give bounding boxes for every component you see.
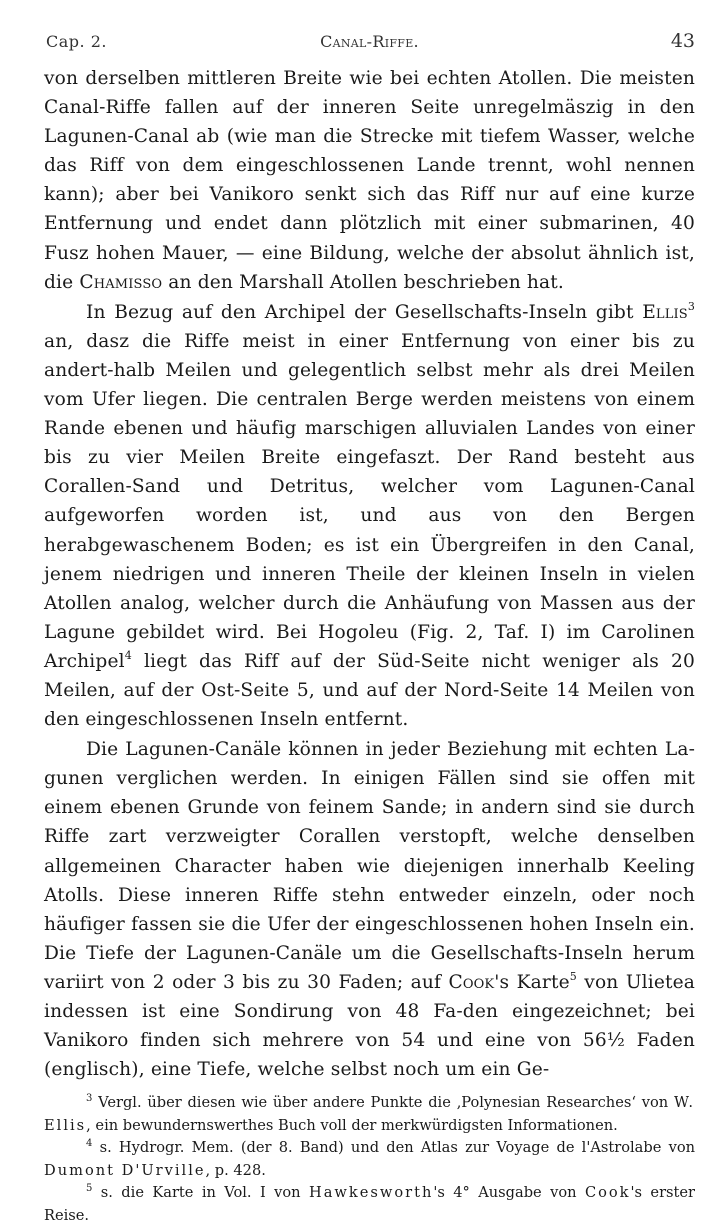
- footnote-3: [44, 1092, 695, 1137]
- footnote-5-mark: 5: [86, 1183, 93, 1195]
- paragraph-2-text-b: an, dasz die Riffe meist in einer Entfernung von einer bis zu andert-halb Meilen und gelegentlich selbst mehr als drei Meilen vom Ufer liegen. Die centralen Berge werden meistens von einem Rande ebenen und häufig marschigen alluvialen Landes von einer bis zu vier Meilen Breite eingefaszt. Der Rand besteht aus Corallen-Sand und Detritus, welcher vom Lagunen-Canal aufgeworfen worden ist, und aus von den Bergen herabgewaschenem Boden; es ist ein Übergreifen in den Canal, jenem niedrigen und inneren Theile der kleinen Inseln in vielen Atollen analog, welcher durch die Anhäufung von Massen aus der Lagune gebildet wird. Bei Hogoleu (Fig. 2, Taf. I) im Carolinen Archipel: [44, 330, 695, 672]
- paragraph-2: [44, 298, 695, 734]
- footnote-5-text-b: 's 4° Ausgabe von: [433, 1184, 577, 1202]
- paragraph-3-text-a: Die Lagunen-Canäle können in jeder Beziehung mit echten La-gunen verglichen werden. In einigen Fällen sind sie offen mit einem ebenen Grunde von feinem Sande; in andern sind sie durch Riffe zart verzweigter Corallen verstopft, welche denselben allgemeinen Character haben wie diejenigen innerhalb Keeling Atolls. Diese inneren Riffe stehn entweder einzeln, oder noch häufiger fassen sie die Ufer der eingeschlossenen hohen Inseln ein. Die Tiefe der Lagunen-Canäle um die Gesellschafts-Inseln herum variirt von 2 oder 3 bis zu 30 Faden; auf: [44, 739, 695, 993]
- name-chamisso: Chamisso: [79, 271, 163, 293]
- paragraph-2-text-c: liegt das Riff auf der Süd-Seite nicht weniger als 20 Meilen, auf der Ost-Seite 5, und auf der Nord-Seite 14 Meilen von den eingeschlossenen Inseln entfernt.: [44, 650, 696, 731]
- footnote-4-text-b: , p. 428.: [205, 1161, 266, 1179]
- paragraph-3-text-b: 's Karte: [494, 971, 570, 993]
- paragraph-1-text-b: an den Marshall Atollen beschrieben hat.: [168, 271, 564, 293]
- footnote-ref-5: 5: [569, 969, 577, 983]
- footnote-5-author-2: Cook: [584, 1184, 631, 1202]
- footnote-4: [44, 1137, 695, 1182]
- footnote-5-text-c: 's erster Reise.: [44, 1184, 696, 1224]
- paragraph-1-text-a: von derselben mittleren Breite wie bei echten Atollen. Die meisten Canal-Riffe fallen auf der inneren Seite unregelmäszig in den Lagunen-Canal ab (wie man die Strecke mit tiefem Wasser, welche das Riff von dem eingeschlossenen Lande trennt, wohl nennen kann); aber bei Vanikoro senkt sich das Riff nur auf eine kurze Entfernung und endet dann plötzlich mit einer submarinen, 40 Fusz hohen Mauer, — eine Bildung, welche der absolut ähnlich ist, die: [44, 68, 695, 293]
- paragraph-1: [44, 64, 695, 297]
- running-header: [44, 30, 695, 64]
- footnote-3-text-a: Vergl. über diesen wie über andere Punkte die ‚Polynesian Researches‘ von: [98, 1094, 669, 1112]
- footnote-5-text-a: s. die Karte in Vol. I von: [100, 1184, 301, 1202]
- page-number: 43: [670, 30, 695, 52]
- footnote-4-author: Dumont D'Urville: [44, 1161, 206, 1179]
- paragraph-3: [44, 735, 695, 1084]
- footnote-4-mark: 4: [86, 1138, 93, 1150]
- footnote-ref-4: 4: [124, 648, 132, 662]
- paragraph-3-text-c: von Ulietea indessen ist eine Sondirung von 48 Fa-den eingezeichnet; bei Vanikoro finden sich mehrere von 54 und eine von 56½ Faden (englisch), eine Tiefe, welche selbst noch um ein Ge-: [44, 971, 695, 1081]
- footnote-5: [44, 1182, 695, 1227]
- name-cook: Cook: [448, 971, 495, 993]
- footnote-3-mark: 3: [86, 1093, 93, 1105]
- footnotes: [44, 1092, 695, 1227]
- footnote-ref-3: 3: [687, 299, 695, 313]
- footnote-3-text-b: , ein bewundernswerthes Buch voll der merkwürdigsten Informationen.: [86, 1116, 618, 1134]
- main-text: [44, 64, 695, 1084]
- paragraph-2-text-a: In Bezug auf den Archipel der Gesellschafts-Inseln gibt: [86, 301, 634, 323]
- chapter-label: Cap. 2.: [46, 32, 107, 51]
- name-ellis: Ellis: [642, 301, 688, 323]
- footnote-5-author-1: Hawkesworth: [308, 1184, 434, 1202]
- running-title: Canal-Riffe.: [320, 32, 419, 51]
- footnote-4-text-a: s. Hydrogr. Mem. (der 8. Band) und den Atlas zur Voyage de l'Astrolabe von: [99, 1139, 696, 1157]
- footnote-3-author: W. Ellis: [44, 1094, 696, 1134]
